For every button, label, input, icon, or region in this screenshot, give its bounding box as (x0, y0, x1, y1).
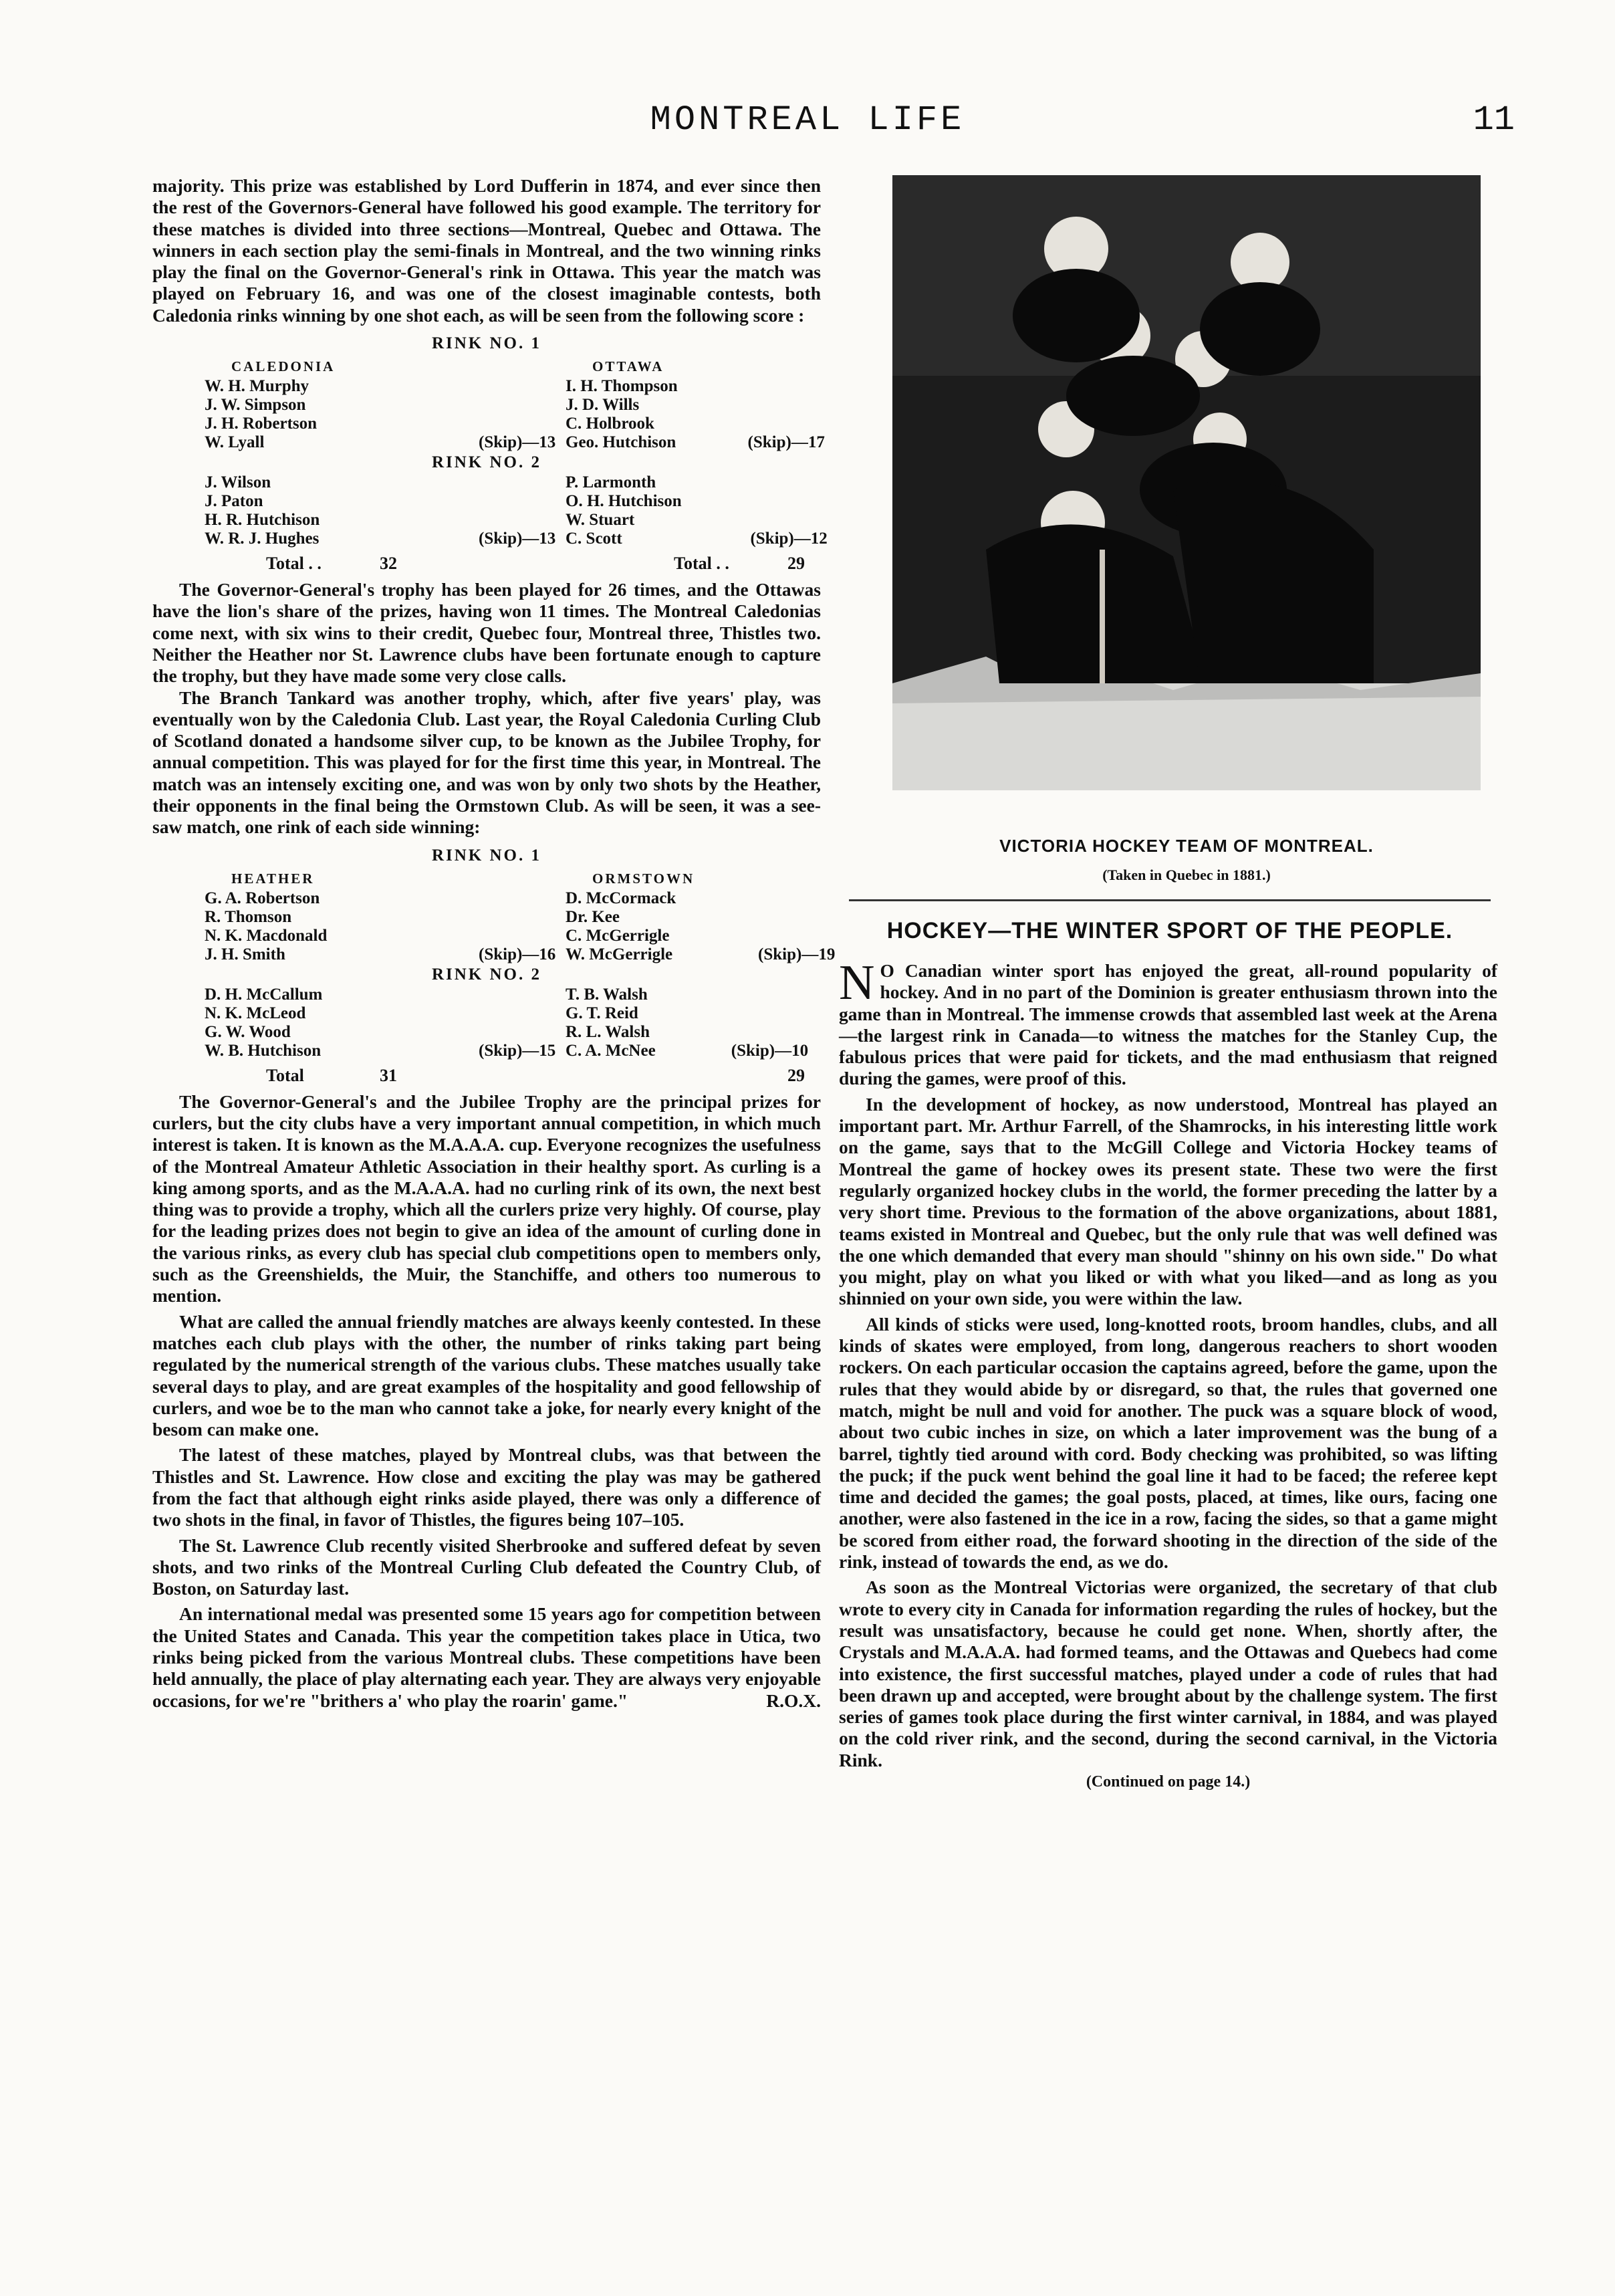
score-totals (152, 554, 821, 574)
curling-paragraph-1: majority. This prize was established by Lord Dufferin in 1874, and ever since then the rest of the Governors-General have followed his good example. The territory for these matches is divided into three sections—Montreal, Quebec and Ottawa. The winners in each section play the semi-finals in Montreal, and the two winning rinks play the final on the Governor-General's rink in Ottawa. This year the match was played on February 16, and was one of the closest imaginable contests, both Caledonia rinks winning by one shot each, as will be seen from the following score : (152, 175, 821, 326)
photo-subcaption: (Taken in Quebec in 1881.) (1102, 867, 1271, 883)
score-row: D. H. McCallum T. B. Walsh (205, 985, 648, 1004)
score-row: N. K. McLeod G. T. Reid (205, 1004, 638, 1022)
hockey-paragraph-2: In the development of hockey, as now understood, Montreal has played an important part. Mr. Arthur Farrell, of the Shamrocks, in his interesting little work on the game, says that to the McGill College and Victoria Hockey teams of Montreal the game of hockey owes its present state. These two were the first regularly organized hockey clubs in the world, the former preceding the latter by a very short time. Previous to the formation of the above organizations, about 1881, teams existed in Montreal and Quebec, but the only rule that was well defined was the one which demanded that every man should "shinny on his own side." Do what you might, play on what you liked or with what you liked—and as long as you shinnied on your own side, you were within the law. (839, 1093, 1497, 1309)
left-column (152, 175, 836, 1712)
divider-rule (849, 899, 1491, 901)
drop-cap: N (839, 955, 875, 1010)
hockey-paragraph-4: As soon as the Montreal Victorias were organized, the secretary of that club wrote to every city in Canada for information regarding the rules of hockey, but the result was unsatisfactory, because he could get none. When, shortly after, the Crystals and M.A.A.A. had formed teams, and the Ottawas and Quebecs had come into existence, the first successful matches, played under a code of rules that had been drawn up and accepted, were brought about by the challenge system. The first series of games took place during the first winter carnival, in 1884, and was played on the cold river rink, and the second, during the second carnival, in the Victoria Rink. (839, 1577, 1497, 1770)
curling-paragraph-6: The latest of these matches, played by Montreal clubs, was that between the Thistles and St. Lawrence. How close and exciting the play was may be gathered from the fact that although eight rinks aside played, there was only a difference of two shots in the final, in favor of Thistles, the figures being 107–105. (152, 1444, 821, 1530)
team-b-name: ORMSTOWN (592, 870, 695, 887)
team-a-name: CALEDONIA (231, 358, 336, 375)
team-photo-image (892, 175, 1481, 790)
score-row: N. K. Macdonald C. McGerrigle (205, 926, 670, 945)
score-row: G. W. Wood R. L. Walsh (205, 1022, 650, 1041)
total-label: Total (266, 1065, 304, 1085)
score-row: G. A. Robertson D. McCormack (205, 889, 676, 907)
score-row: J. Paton O. H. Hutchison (205, 492, 682, 511)
total-value: 29 (787, 1065, 805, 1085)
curling-paragraph-5: What are called the annual friendly matches are always keenly contested. In these matches each club plays with the other, the number of rinks taking part being regulated by the numerical strength of the various clubs. These matches usually take several days to play, and are great examples of the hospitality and good fellowship of curlers, and woe be to the man who cannot take a joke, for nearly every knight of the besom can make one. (152, 1310, 821, 1440)
page-title: MONTREAL LIFE (650, 100, 965, 140)
continued-note: (Continued on page 14.) (1086, 1772, 1251, 1791)
team-a-name: HEATHER (231, 870, 315, 887)
total-value: 29 (787, 554, 805, 574)
score-row: W. Lyall (Skip)—13 Geo. Hutchison (Skip)—17 (205, 433, 825, 452)
team-b-name: OTTAWA (592, 358, 664, 375)
total-label: Total . . (674, 554, 729, 574)
score-row: H. R. Hutchison W. Stuart (205, 511, 635, 530)
score-totals (152, 1066, 821, 1086)
curling-paragraph-2: The Governor-General's trophy has been played for 26 times, and the Ottawas have the lion's share of the prizes, having won 11 times. The Montreal Caledonias come next, with six wins to their credit, Quebec four, Montreal three, Thistles two. Neither the Heather nor St. Lawrence clubs have been fortunate enough to capture the trophy, but they have made some very close calls. (152, 579, 821, 687)
hockey-paragraph-1: N O Canadian winter sport has enjoyed the great, all-round popularity of hockey. And in no part of the Dominion is greater enthusiasm thrown into the game than in Montreal. The immense crowds that assembled last week at the Arena—the largest rink in Canada—to witness the matches for the Stanley Cup, the fabulous prices that were paid for tickets, and the mad enthusiasm that reigned during the games, were proof of this. (839, 955, 1497, 1089)
curling-paragraph-7: The St. Lawrence Club recently visited Sherbrooke and suffered defeat by seven shots, and two rinks of the Montreal Curling Club defeated the Country Club, of Boston, on Saturday last. (152, 1534, 821, 1599)
rink-1-scores (205, 867, 873, 964)
article-headline: HOCKEY—THE WINTER SPORT OF THE PEOPLE. (886, 918, 1453, 943)
right-column (839, 955, 1497, 1793)
author-signature: R.O.X. (766, 1690, 821, 1711)
rink-2-scores (205, 473, 873, 548)
score-row: J. H. Smith (Skip)—16 W. McGerrigle (Skip)—19 (205, 945, 836, 963)
rink-heading: RINK NO. 1 (431, 334, 542, 353)
score-row: J. Wilson P. Larmonth (205, 473, 656, 492)
page-number: 11 (1473, 100, 1515, 140)
curling-paragraph-4: The Governor-General's and the Jubilee Trophy are the principal prizes for curlers, but the city clubs have a very important annual competition, in which much interest is taken. It is known as the M.A.A.A. cup. Everyone recognizes the usefulness of the Montreal Amateur Athletic Association in their healthy sport. As curling is a king among sports, and as the M.A.A.A. had no curling rink of its own, the next best thing was to provide a trophy, which all the curlers prize very highly. Of course, play for the leading prizes does not begin to give an idea of the amount of curling done in the various rinks, as every club has special club competitions open to members only, such as the Greenshields, the Muir, the Stanchiffe, and others too numerous to mention. (152, 1090, 821, 1306)
total-value: 31 (380, 1065, 397, 1085)
team-photo (892, 175, 1481, 790)
curling-paragraph-3: The Branch Tankard was another trophy, which, after five years' play, was eventually won by the Caledonia Club. Last year, the Royal Caledonia Curling Club of Scotland donated a handsome silver cup, to be known as the Jubilee Trophy, for annual competition. This was played for for the first time this year, in Montreal. The match was an intensely exciting one, and was won by only two shots by the Heather, their opponents in the final being the Ormstown Club. As will be seen, it was a see-saw match, one rink of each side winning: (152, 687, 821, 838)
hockey-paragraph-3: All kinds of sticks were used, long-knotted roots, broom handles, clubs, and all kinds of skates were employed, from long, dangerous reachers to short wooden rockers. On each particular occasion the captains agreed, before the game, upon the rules that they would abide by or disregard, so that, the rules that governed one match, might be null and void for another. The puck was a square block of wood, about two cubic inches in size, on which a later improvement was the bung of a barrel, tightly tied around with cord. Body checking was prohibited, so was lifting the puck; if the puck went behind the goal line it had to be faced; the referee kept time and decided the games; the goal posts, placed, at times, like ours, facing one another, were also fastened in the ice in a row, facing the sides, so that a game might be scored from either road, the forward shooting in the direction of the side of the rink, instead of towards the end, as we do. (839, 1313, 1497, 1573)
rink-heading: RINK NO. 1 (431, 846, 542, 865)
curling-paragraph-8: An international medal was presented some 15 years ago for competition between the United States and Canada. This year the competition takes place in Utica, two rinks being picked from the various Montreal clubs. These competitions have been held annually, the place of play alternating each year. They are always very enjoyable occasions, for we're "brithers a' who play the roarin' game." R.O.X. (152, 1603, 821, 1711)
score-row: W. R. J. Hughes (Skip)—13 C. Scott (Skip)—12 (205, 530, 828, 548)
total-label: Total . . (266, 554, 322, 574)
score-row: W. H. Murphy I. H. Thompson (205, 377, 678, 396)
rink-1-scores (205, 354, 873, 452)
rink-2-scores (205, 986, 873, 1060)
rink-heading: RINK NO. 2 (431, 453, 542, 472)
total-value: 32 (380, 554, 397, 574)
score-row: J. W. Simpson J. D. Wills (205, 396, 640, 415)
score-row: J. H. Robertson C. Holbrook (205, 415, 654, 433)
rink-heading: RINK NO. 2 (431, 965, 542, 984)
score-table-governor-general (152, 333, 828, 574)
score-table-jubilee (152, 845, 836, 1086)
score-row: W. B. Hutchison (Skip)—15 C. A. McNee (Skip)—10 (205, 1041, 809, 1060)
score-row: R. Thomson Dr. Kee (205, 907, 620, 926)
photo-caption: VICTORIA HOCKEY TEAM OF MONTREAL. (999, 836, 1374, 856)
